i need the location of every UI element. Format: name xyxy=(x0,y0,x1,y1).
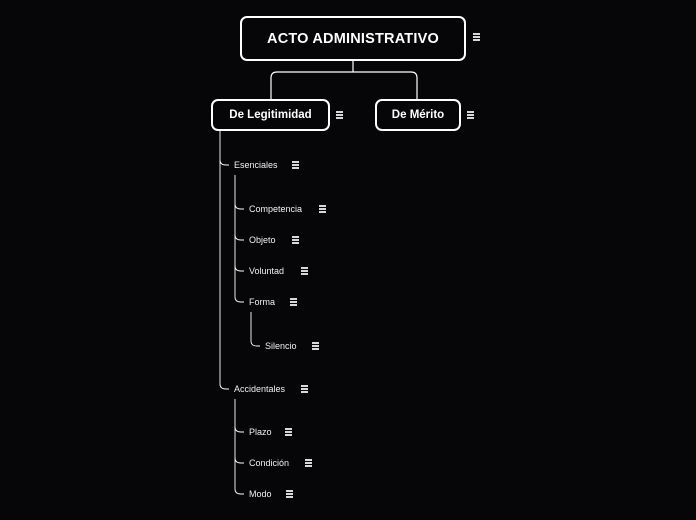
branch-label-legitimidad: De Legitimidad xyxy=(229,109,312,121)
node-condicion[interactable]: Condición xyxy=(249,458,290,468)
connector-to-voluntad xyxy=(235,266,244,271)
hamburger-menu-icon[interactable] xyxy=(292,161,299,169)
hamburger-menu-icon[interactable] xyxy=(301,267,308,275)
connector-root-to-merito xyxy=(353,72,417,99)
node-esenciales[interactable]: Esenciales xyxy=(234,160,278,170)
node-silencio[interactable]: Silencio xyxy=(265,341,297,351)
hamburger-menu-icon[interactable] xyxy=(319,205,326,213)
connector-to-competencia xyxy=(235,204,244,209)
connector-forma-to-silencio xyxy=(251,312,260,346)
node-plazo[interactable]: Plazo xyxy=(249,427,272,437)
hamburger-menu-icon[interactable] xyxy=(292,236,299,244)
connector-to-esenciales xyxy=(220,160,229,165)
node-objeto[interactable]: Objeto xyxy=(249,235,276,245)
connector-accidentales-trunk xyxy=(235,399,244,494)
hamburger-menu-icon[interactable] xyxy=(285,428,292,436)
node-competencia[interactable]: Competencia xyxy=(249,204,303,214)
node-forma[interactable]: Forma xyxy=(249,297,276,307)
hamburger-menu-icon[interactable] xyxy=(312,342,319,350)
branch-label-merito: De Mérito xyxy=(391,109,445,121)
hamburger-menu-icon[interactable] xyxy=(473,33,480,41)
hamburger-menu-icon[interactable] xyxy=(286,490,293,498)
branch-node-legitimidad[interactable] xyxy=(211,99,330,131)
root-node[interactable] xyxy=(240,16,466,61)
connector-to-condicion xyxy=(235,458,244,463)
hamburger-menu-icon[interactable] xyxy=(467,111,474,119)
node-accidentales[interactable]: Accidentales xyxy=(234,384,286,394)
branch-node-merito[interactable] xyxy=(375,99,461,131)
connector-to-objeto xyxy=(235,235,244,240)
node-voluntad[interactable]: Voluntad xyxy=(249,266,285,276)
hamburger-menu-icon[interactable] xyxy=(336,111,343,119)
hamburger-menu-icon[interactable] xyxy=(290,298,297,306)
node-modo[interactable]: Modo xyxy=(249,489,272,499)
connector-to-plazo xyxy=(235,427,244,432)
connector-root-to-legitimidad xyxy=(271,72,353,99)
connector-legitimidad-trunk xyxy=(220,131,229,389)
root-node-label: ACTO ADMINISTRATIVO xyxy=(267,30,439,47)
hamburger-menu-icon[interactable] xyxy=(301,385,308,393)
hamburger-menu-icon[interactable] xyxy=(305,459,312,467)
